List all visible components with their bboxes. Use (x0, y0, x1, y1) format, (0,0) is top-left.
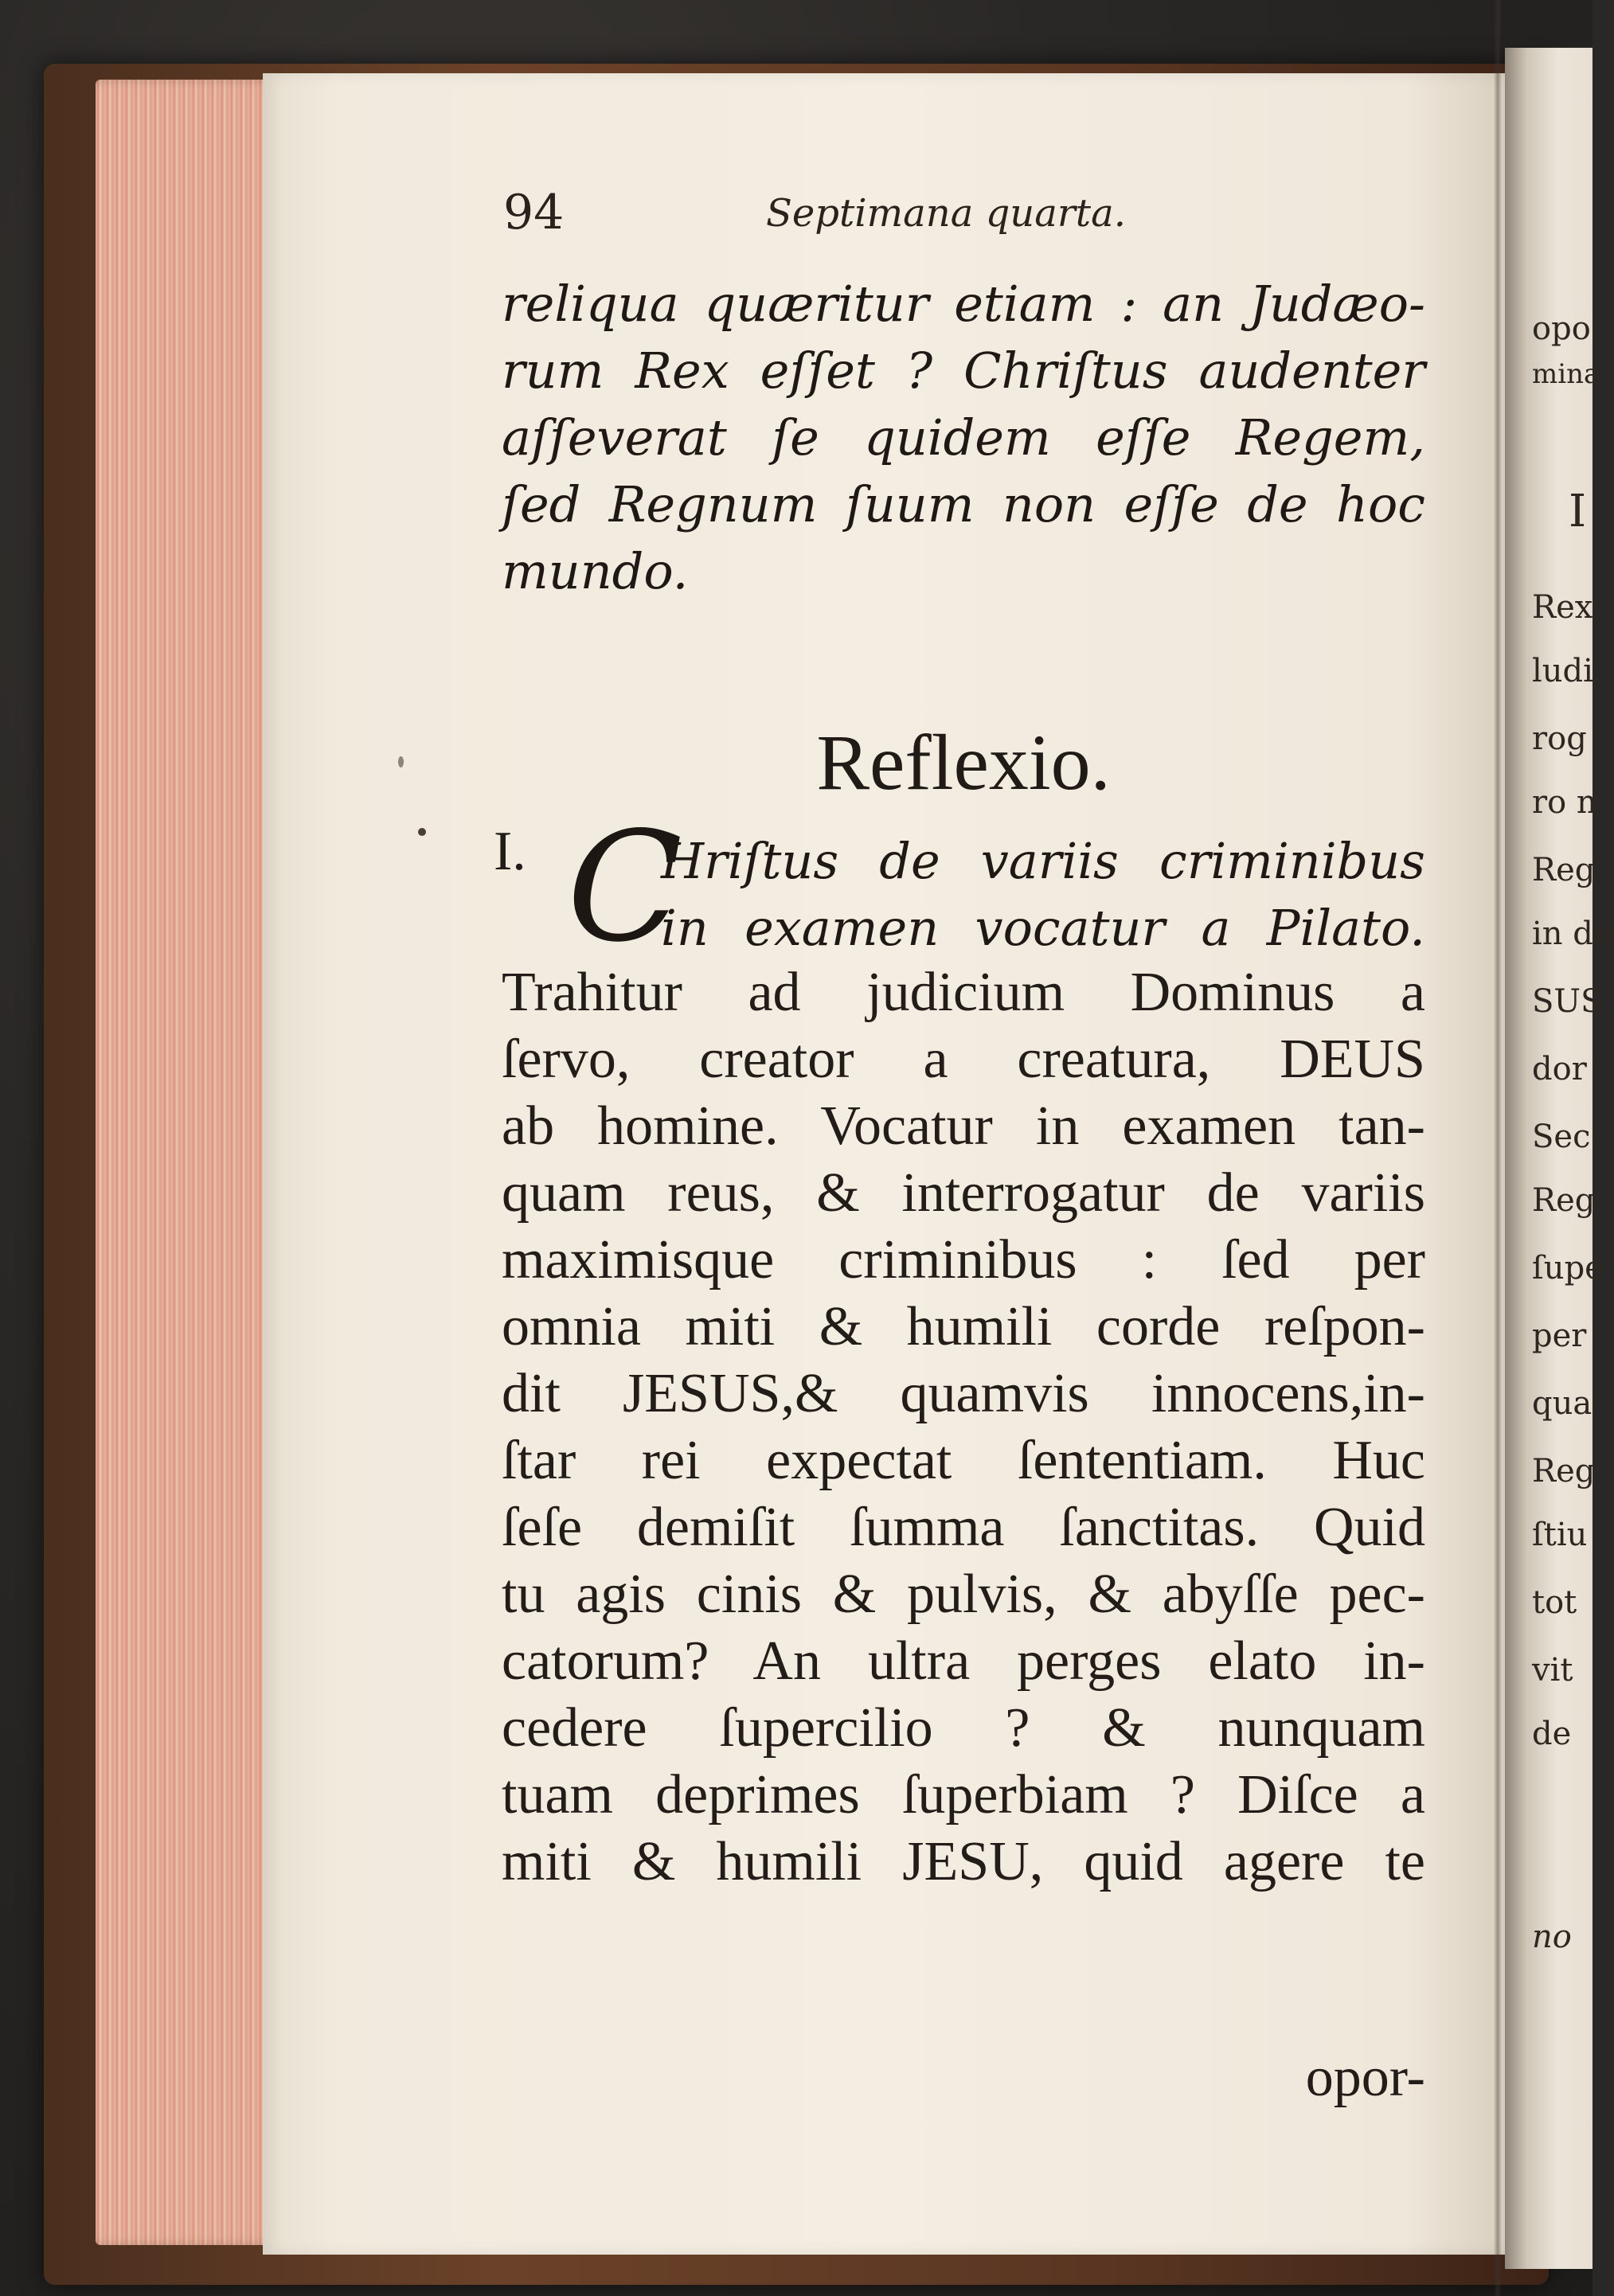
text-line: in examen vocatur a Pilato. (661, 899, 1425, 957)
text-line: reliqua quæritur etiam : an Judæo- (502, 275, 1425, 333)
facing-text: SUS (1532, 983, 1603, 1020)
text-line: mundo. (502, 542, 689, 600)
facing-text: ſtiu (1532, 1517, 1588, 1553)
text-line: ſeſe demiſit ſumma ſanctitas. Quid (502, 1497, 1425, 1558)
text-line: Hriſtus de variis criminibus (661, 832, 1425, 890)
catchword: opor- (1305, 2047, 1425, 2108)
top-paragraph (502, 271, 1425, 605)
facing-text: Reg (1532, 1182, 1596, 1219)
text-line: dit JESUS,& quamvis innocens,in- (502, 1363, 1425, 1424)
text-line: tuam deprimes ſuperbiam ? Diſce a (502, 1764, 1425, 1825)
text-line: omnia miti & humili corde reſpon- (502, 1296, 1425, 1357)
facing-text: mina (1532, 358, 1600, 390)
text-line: ſtar rei expectat ſententiam. Huc (502, 1430, 1425, 1491)
text-line: maximisque criminibus : ſed per (502, 1229, 1425, 1291)
facing-page (1505, 48, 1614, 2269)
section-heading: Reflexio. (816, 718, 1111, 806)
text-line: catorum? An ultra perges elato in- (502, 1630, 1425, 1692)
page-gutter (1494, 0, 1502, 2296)
facing-text: ro n (1532, 784, 1597, 821)
body-paragraph (502, 959, 1425, 1896)
facing-text: Rex (1532, 589, 1593, 626)
facing-text: in du (1532, 916, 1614, 952)
text-line: ab homine. Vocatur in examen tan- (502, 1095, 1425, 1157)
facing-text: rog (1532, 720, 1587, 757)
facing-text: Sec (1532, 1119, 1591, 1155)
running-head: Septimana quarta. (766, 191, 1126, 236)
text-line: Trahitur ad judicium Dominus a (502, 962, 1425, 1023)
facing-text: ſupe (1532, 1250, 1604, 1287)
facing-text: per (1532, 1318, 1587, 1354)
facing-text: I (1569, 486, 1587, 537)
text-line: aſſeverat ſe quidem eſſe Regem, (502, 408, 1425, 467)
page-number: 94 (503, 185, 565, 240)
section-number: I. (494, 821, 526, 882)
page-edges (96, 80, 279, 2245)
facing-text: ludi (1532, 653, 1593, 689)
facing-text: vit (1532, 1652, 1573, 1689)
ink-fleck (398, 756, 404, 767)
text-line: ſervo, creator a creatura, DEUS (502, 1029, 1425, 1090)
facing-text: tot (1532, 1584, 1577, 1621)
text-line: ſed Regnum ſuum non eſſe de hoc (502, 475, 1425, 533)
facing-text: no (1532, 1919, 1572, 1955)
facing-text: qua (1532, 1385, 1593, 1422)
summary-lines (661, 828, 1425, 962)
text-line: tu agis cinis & pulvis, & abyſſe pec- (502, 1564, 1425, 1625)
text-line: miti & humili JESU, quid agere te (502, 1831, 1425, 1892)
facing-text: de (1532, 1716, 1572, 1752)
text-line: quam reus, & interrogatur de variis (502, 1162, 1425, 1224)
facing-text: dor (1532, 1051, 1587, 1087)
drop-cap: C (567, 799, 683, 975)
facing-text: Reg (1532, 852, 1596, 888)
ink-fleck (418, 828, 426, 836)
facing-text: opo (1532, 310, 1591, 347)
text-line: cedere ſupercilio ? & nunquam (502, 1697, 1425, 1759)
text-line: rum Rex eſſet ? Chriſtus audenter (502, 342, 1425, 400)
facing-text: Reg (1532, 1453, 1596, 1490)
